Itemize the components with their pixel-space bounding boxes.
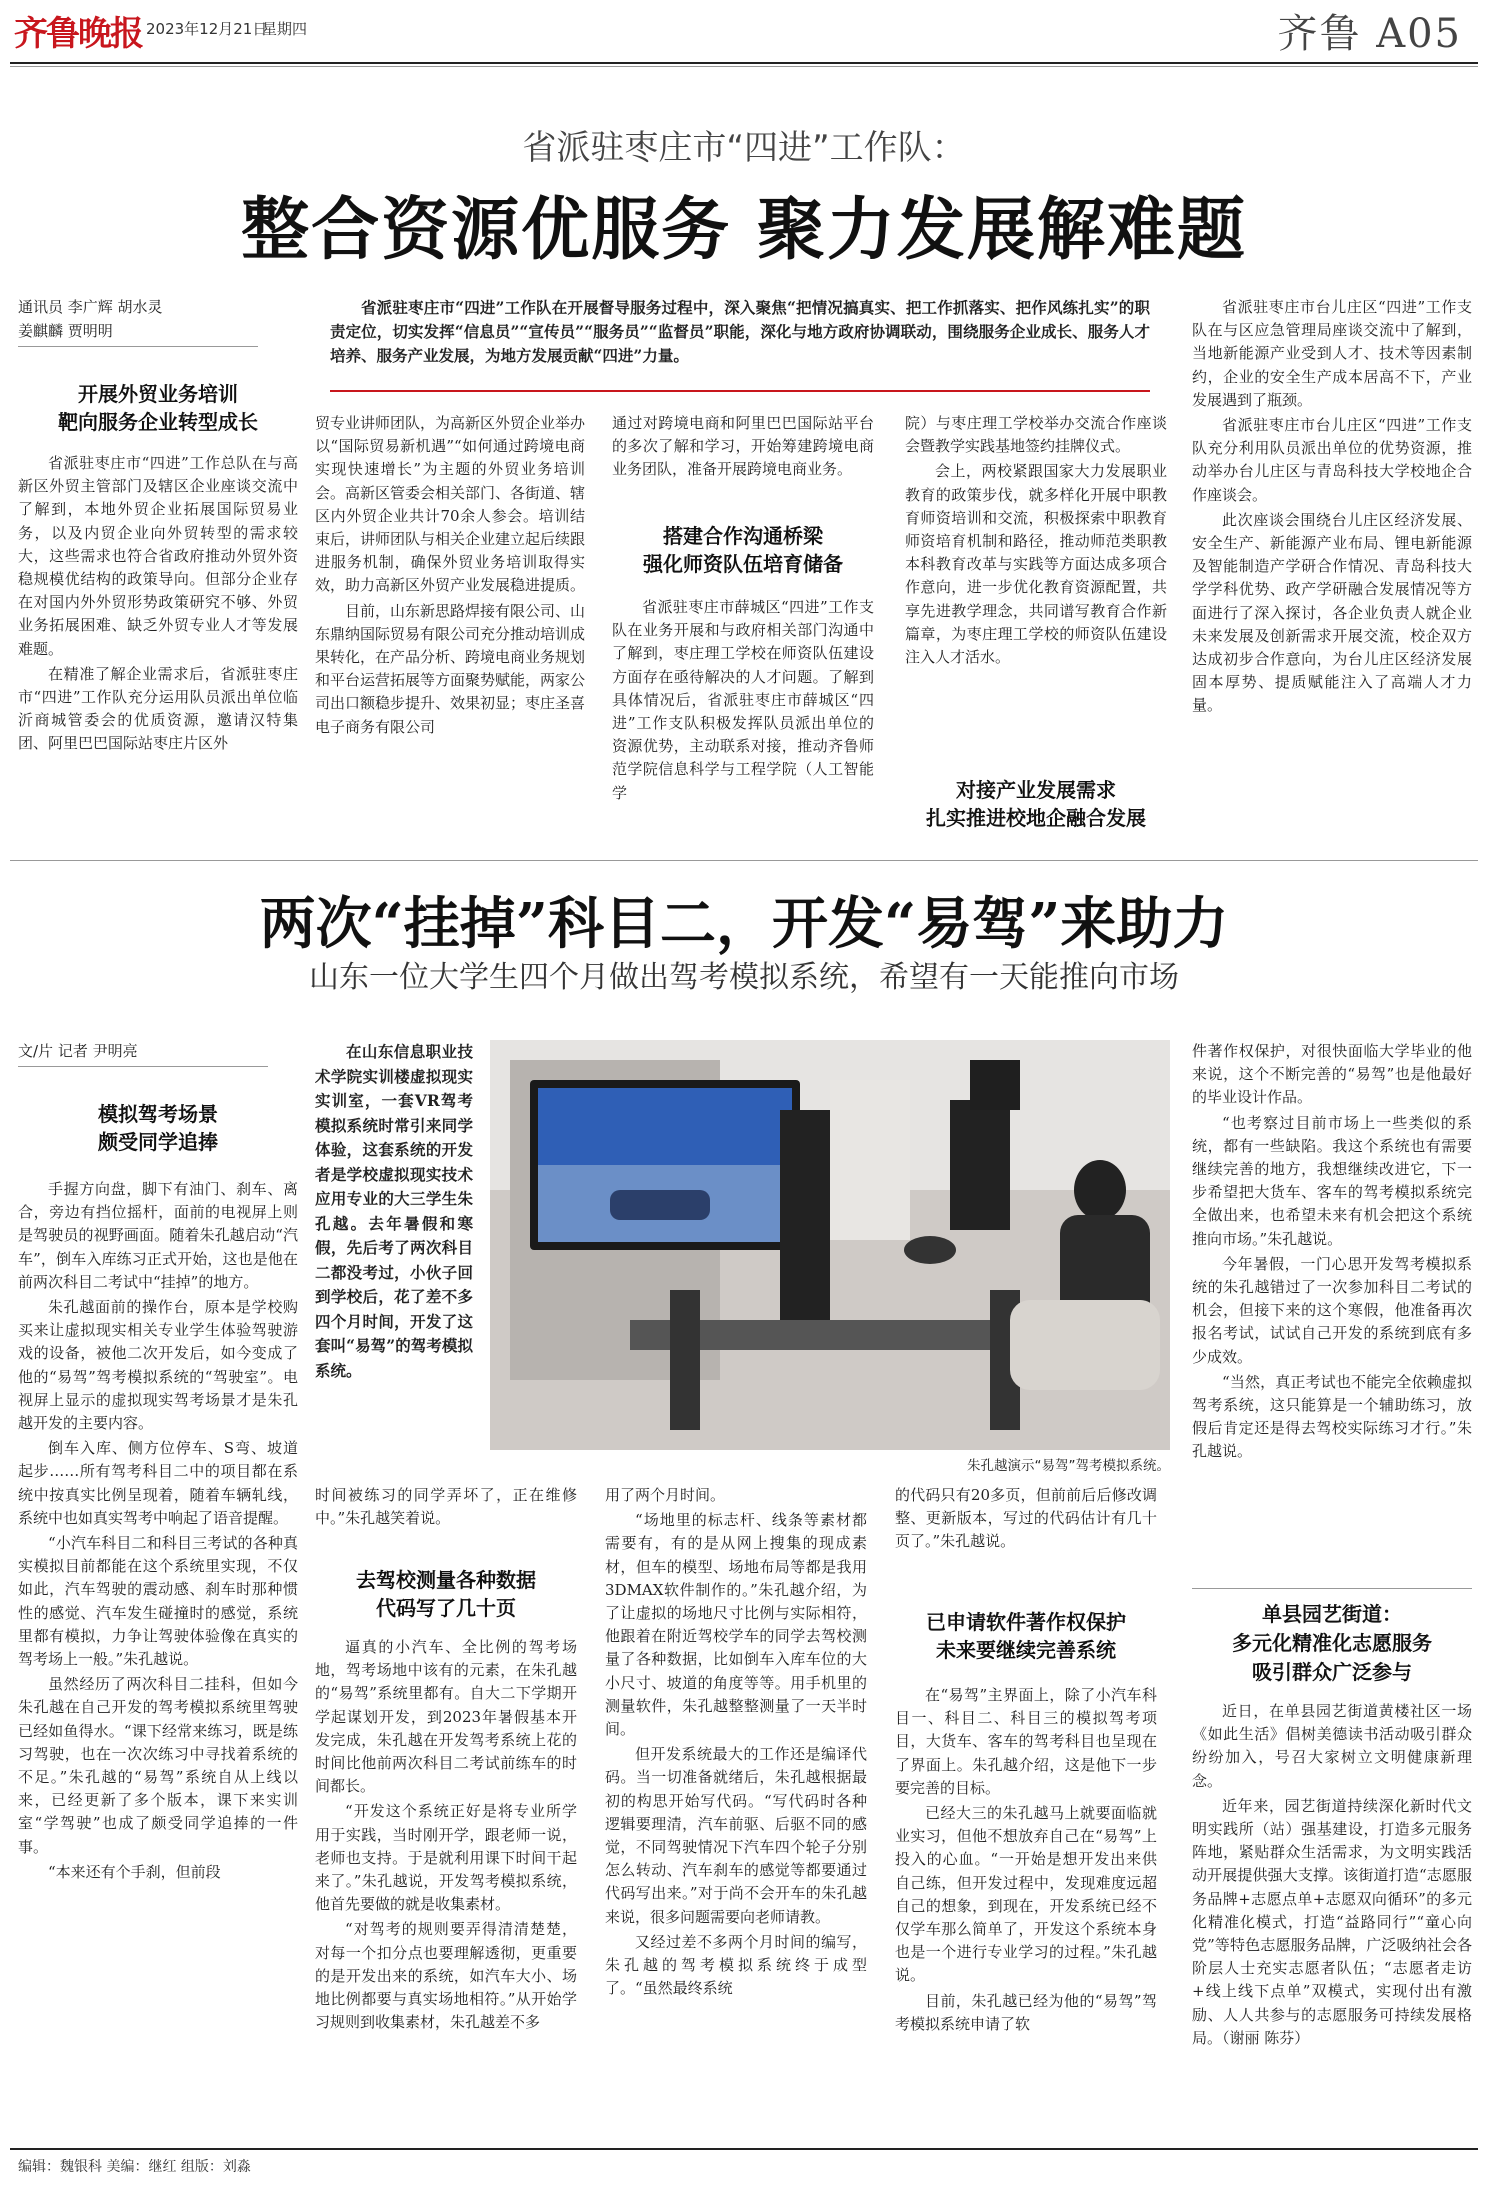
paragraph: 院）与枣庄理工学校举办交流合作座谈会暨教学实践基地签约挂牌仪式。 (905, 414, 1167, 456)
story1-subhead-2: 搭建合作沟通桥梁 强化师资队伍培育储备 (643, 524, 843, 576)
paragraph: 省派驻枣庄市薛城区“四进”工作支队在业务开展和与政府相关部门沟通中了解到，枣庄理工学校在师资队伍建设方面存在亟待解决的人才问题。了解到具体情况后，省派驻枣庄市薛城区“四进”工作支队积极发挥队员派出单位的资源优势，主动联系对接，推动齐鲁师范学院信息科学与工程学院（人工智能学 (612, 598, 874, 802)
paragraph: 手握方向盘，脚下有油门、刹车、离合，旁边有挡位摇杆，面前的电视屏上则是驾驶员的视野画面。随着朱孔越启动“汽车”，倒车入库练习正式开始，这也是他在前两次科目二考试中“挂掉”的地方。 (18, 1180, 298, 1291)
newspaper-logo: 齐鲁晚报 (14, 14, 142, 54)
footer-credits: 编辑：魏银科 美编：继红 组版：刘淼 (18, 2159, 251, 2175)
section-page-number: 齐鲁 A05 (1277, 11, 1462, 57)
paragraph: 在“易驾”主界面上，除了小汽车科目一、科目二、科目三的模拟驾考项目，大货车、客车的驾考科目也呈现在了界面上。朱孔越介绍，这是他下一步要完善的目标。 (895, 1686, 1157, 1797)
paragraph: 朱孔越面前的操作台，原本是学校购买来让虚拟现实相关专业学生体验驾驶游戏的设备，被他二次开发后，如今变成了他的“易驾”驾考模拟系统的“驾驶室”。电视屏上显示的虚拟现实驾考场景才是朱孔越开发的主要内容。 (18, 1298, 298, 1433)
story1-column-5 (1192, 296, 1472, 842)
story1-column-3b (612, 596, 874, 842)
paragraph: 会上，两校紧跟国家大力发展职业教育的政策步伐，就多样化开展中职教育师资培训和交流，积极探索中职教育师资培育机制和路径，推动师范类职教本科教育改革与实践等方面达成多项合作意向，进一步优化教育资源配置，共享先进教学理念，共同谱写教育合作新篇章，为枣庄理工学校的师资队伍建设注入人才活水。 (905, 462, 1167, 667)
paragraph: 省派驻枣庄市“四进”工作总队在与高新区外贸主管部门及辖区企业座谈交流中了解到，本地外贸企业拓展国际贸易业务，以及内贸企业向外贸转型的需求较大，这些需求也符合省政府推动外贸外资稳规模优结构的政策导向。但部分企业存在对国内外外贸形势政策研究不够、外贸业务拓展困难、缺乏外贸专业人才等发展难题。 (18, 454, 298, 658)
story2-column-2b (315, 1636, 577, 2136)
paragraph: 近年来，园艺街道持续深化新时代文明实践所（站）强基建设，打造多元服务阵地，紧贴群众生活需求，为文明实践活动开展提供强大支撑。该街道打造“志愿服务品牌+志愿点单+志愿双向循环”的多元化精准化模式，打造“益路同行”“童心向党”等特色志愿服务品牌，广泛吸纳社会各阶层人士充实志愿者队伍；“志愿者走访+线上线下点单”双模式，实现付出有激励、人人共参与的志愿服务可持续发展格局。（谢丽 陈芬） (1192, 1796, 1472, 2047)
story2-column-5 (1192, 1040, 1472, 1560)
paragraph: 在精准了解企业需求后，省派驻枣庄市“四进”工作队充分运用队员派出单位临沂商城管委会的优质资源，邀请汉特集团、阿里巴巴国际站枣庄片区外 (18, 664, 298, 753)
story1-column-2 (315, 412, 585, 842)
story3-top-rule (1192, 1588, 1472, 1589)
story1-lead: 省派驻枣庄市“四进”工作队在开展督导服务过程中，深入聚焦“把情况搞真实、把工作抓落实、把作风练扎实”的职责定位，切实发挥“信息员”“宣传员”“服务员”“监督员”职能，深化与地方政府协调联动，围绕服务企业成长、服务人才培养、服务产业发展，为地方发展贡献“四进”力量。 (330, 298, 1150, 365)
photo-caption: 朱孔越演示“易驾”驾考模拟系统。 (967, 1458, 1170, 1474)
byline-rule (18, 1066, 268, 1067)
story1-column-3a (612, 412, 874, 512)
story2-column-4 (895, 1484, 1157, 1564)
paragraph: “小汽车科目二和科目三考试的各种真实模拟目前都能在这个系统里实现，不仅如此，汽车驾驶的震动感、刹车时那种惯性的感觉、汽车发生碰撞时的感觉，系统里都有模拟，力争让驾驶体验像在真实的驾考场上一般。”朱孔越说。 (18, 1534, 298, 1669)
driving-simulator-illustration (490, 1040, 1170, 1450)
paragraph: 省派驻枣庄市台儿庄区“四进”工作支队在与区应急管理局座谈交流中了解到，当地新能源产业受到人才、技术等因素制约，企业的安全生产成本居高不下，产业发展遇到了瓶颈。 (1192, 298, 1472, 409)
story2-subhead-3: 已申请软件著作权保护 未来要继续完善系统 (926, 1610, 1126, 1662)
masthead-rule-thin (10, 66, 1478, 67)
story-divider (10, 860, 1478, 861)
paragraph: 虽然经历了两次科目二挂科，但如今朱孔越在自己开发的驾考模拟系统里驾驶已经如鱼得水。“课下经常来练习，既是练习驾驶，也在一次次练习中寻找着系统的不足。”朱孔越的“易驾”系统自从上线以来，已经更新了多个版本，课下来实训室“学驾驶”也成了颇受同学追捧的一件事。 (18, 1675, 298, 1856)
paragraph: 逼真的小汽车、全比例的驾考场地，驾考场地中该有的元素，在朱孔越的“易驾”系统里都有。自大二下学期开学起谋划开发，到2023年暑假基本开发完成，朱孔越在开发驾考系统上花的时间比他前两次科目二考试前练车的时间都长。 (315, 1638, 577, 1796)
paragraph: 用了两个月时间。 (605, 1486, 726, 1504)
paragraph: “当然，真正考试也不能完全依赖虚拟驾考系统，这只能算是一个辅助练习，放假后肯定还是得去驾校实际练习才行。”朱孔越说。 (1192, 1372, 1472, 1461)
story2-column-1 (18, 1178, 298, 2138)
story1-headline: 整合资源优服务 聚力发展解难题 (241, 190, 1247, 270)
paragraph: 时间被练习的同学弄坏了，正在维修中。”朱孔越笑着说。 (315, 1486, 577, 1528)
paragraph: “对驾考的规则要弄得清清楚楚，对每一个扣分点也要理解透彻，更重要的是开发出来的系统，如汽车大小、场地比例都要与真实场地相符。”从开始学习规则到收集素材，朱孔越差不多 (315, 1920, 577, 2032)
story3-body (1192, 1700, 1472, 2140)
lead-red-rule (330, 390, 1150, 392)
story1-subhead-3: 对接产业发展需求 扎实推进校地企融合发展 (926, 778, 1146, 830)
story2-subhead-1: 模拟驾考场景 颇受同学追捧 (98, 1102, 218, 1154)
story2-column-4b (895, 1684, 1157, 2134)
story2-byline: 文/片 记者 尹明亮 (18, 1042, 138, 1060)
paragraph: 省派驻枣庄市台儿庄区“四进”工作支队充分利用队员派出单位的优势资源，推动举办台儿庄区与青岛科技大学校地企合作座谈会。 (1192, 416, 1472, 504)
footer-rule (10, 2148, 1478, 2150)
paragraph: 目前，朱孔越已经为他的“易驾”驾考模拟系统申请了软 (895, 1991, 1157, 2033)
story2-column-2 (315, 1484, 577, 1554)
byline-rule (18, 346, 258, 347)
paragraph: 倒车入库、侧方位停车、S弯、坡道起步……所有驾考科目二中的项目都在系统中按真实比例呈现着，随着车辆轧线，系统中也如真实驾考中响起了语音提醒。 (18, 1439, 298, 1527)
paragraph: 目前，山东新思路焊接有限公司、山东鼎纳国际贸易有限公司充分推动培训成果转化，在产品分析、跨境电商业务规划和平台运营拓展等方面聚势赋能，两家公司出口额稳步提升、效果初显；枣庄圣喜电子商务有限公司 (315, 601, 585, 736)
paragraph: 贸专业讲师团队，为高新区外贸企业举办以“国际贸易新机遇”“如何通过跨境电商实现快速增长”为主题的外贸业务培训会。高新区管委会相关部门、各街道、辖区内外贸企业共计70余人参会。培训结束后，讲师团队与相关企业建立起后续跟进服务机制，确保外贸业务培训取得实效，助力高新区外贸产业发展稳进提质。 (315, 414, 585, 595)
paragraph: 又经过差不多两个月时间的编写，朱孔越的驾考模拟系统终于成型了。“虽然最终系统 (605, 1932, 867, 1998)
paragraph: 此次座谈会围绕台儿庄区经济发展、安全生产、新能源产业布局、锂电新能源及智能制造产学研合作情况、青岛科技大学学科优势、政产学研融合发展情况等方面进行了深入探讨，各企业负责人就企业未来发展及创新需求开展交流，校企双方达成初步合作意向，为台儿庄区经济发展固本厚势、提质赋能注入了高端人才力量。 (1192, 510, 1472, 715)
story3-headline: 单县园艺街道： 多元化精准化志愿服务 吸引群众广泛参与 (1232, 1602, 1432, 1684)
issue-weekday: 星期四 (262, 20, 308, 38)
story2-subheadline: 山东一位大学生四个月做出驾考模拟系统，希望有一天能推向市场 (309, 960, 1179, 995)
paragraph: 今年暑假，一门心思开发驾考模拟系统的朱孔越错过了一次参加科目二考试的机会，但接下来的这个寒假，他准备再次报名考试，试试自己开发的系统到底有多少成效。 (1192, 1254, 1472, 1366)
issue-date: 2023年12月21日 (146, 20, 268, 38)
driving-simulator-photo (490, 1040, 1170, 1450)
story2-intro: 在山东信息职业技术学院实训楼虚拟现实实训室，一套VR驾考模拟系统时常引来同学体验，这套系统的开发者是学校虚拟现实技术应用专业的大三学生朱孔越。去年暑假和寒假，先后考了两次科目二都没考过，小伙子回到学校后，花了差不多四个月时间，开发了这套叫“易驾”的驾考模拟系统。 (315, 1042, 473, 1380)
paragraph: 通过对跨境电商和阿里巴巴国际站平台的多次了解和学习，开始筹建跨境电商业务团队，准备开展跨境电商业务。 (612, 414, 874, 479)
paragraph: 的代码只有20多页，但前前后后修改调整、更新版本，写过的代码估计有几十页了。”朱孔越说。 (895, 1486, 1157, 1551)
story1-column-4 (905, 412, 1167, 742)
paragraph: 件著作权保护，对很快面临大学毕业的他来说，这个不断完善的“易驾”也是他最好的毕业设计作品。 (1192, 1042, 1472, 1107)
paragraph: 但开发系统最大的工作还是编译代码。当一切准备就绪后，朱孔越根据最初的构思开始写代码。“写代码时各种逻辑要理清，汽车前驱、后驱不同的感觉，不同驾驶情况下汽车四个轮子分别怎么转动、汽车刹车的感觉等都要通过代码写出来。”对于尚不会开车的朱孔越来说，很多问题需要向老师请教。 (605, 1745, 867, 1926)
paragraph: 近日，在单县园艺街道黄楼社区一场《如此生活》倡树美德读书活动吸引群众纷纷加入，号召大家树立文明健康新理念。 (1192, 1702, 1472, 1790)
masthead-rule (10, 62, 1478, 64)
story1-subhead-1: 开展外贸业务培训 靶向服务企业转型成长 (58, 382, 258, 434)
story1-byline-2: 姜麒麟 贾明明 (18, 322, 113, 340)
paragraph: “开发这个系统正好是将专业所学用于实践，当时刚开学，跟老师一说，老师也支持。于是就利用课下时间干起来了。”朱孔越说，开发驾考模拟系统，他首先要做的就是收集素材。 (315, 1802, 577, 1914)
story1-column-1 (18, 452, 298, 842)
paragraph: 已经大三的朱孔越马上就要面临就业实习，但他不想放弃自己在“易驾”上投入的心血。“一开始是想开发出来供自己练，但开发过程中，发现难度远超自己的想象，到现在，开发系统已经不仅学车那么简单了，开发这个系统本身也是一个进行专业学习的过程。”朱孔越说。 (895, 1804, 1157, 1985)
story2-subhead-2: 去驾校测量各种数据 代码写了几十页 (356, 1568, 536, 1620)
paragraph: “本来还有个手刹，但前段 (48, 1862, 221, 1881)
story1-kicker: 省派驻枣庄市“四进”工作队： (522, 128, 966, 168)
story1-byline-1: 通讯员 李广辉 胡水灵 (18, 298, 163, 316)
paragraph: “也考察过目前市场上一些类似的系统，都有一些缺陷。我这个系统也有需要继续完善的地方，我想继续改进它，下一步希望把大货车、客车的驾考模拟系统完全做出来，也希望未来有机会把这个系统推向市场。”朱孔越说。 (1192, 1113, 1472, 1248)
story2-column-3 (605, 1484, 867, 2134)
paragraph: “场地里的标志杆、线条等素材都需要有，有的是从网上搜集的现成素材，但车的模型、场地布局等都是我用3DMAX软件制作的。”朱孔越介绍，为了让虚拟的场地尺寸比例与实际相符，他跟着在附近驾校学车的同学去驾校测量了各种数据，比如倒车入库车位的大小尺寸、坡道的角度等等。用手机里的测量软件，朱孔越整整测量了一天半时间。 (605, 1511, 867, 1739)
story2-headline: 两次“挂掉”科目二，开发“易驾”来助力 (259, 891, 1229, 957)
